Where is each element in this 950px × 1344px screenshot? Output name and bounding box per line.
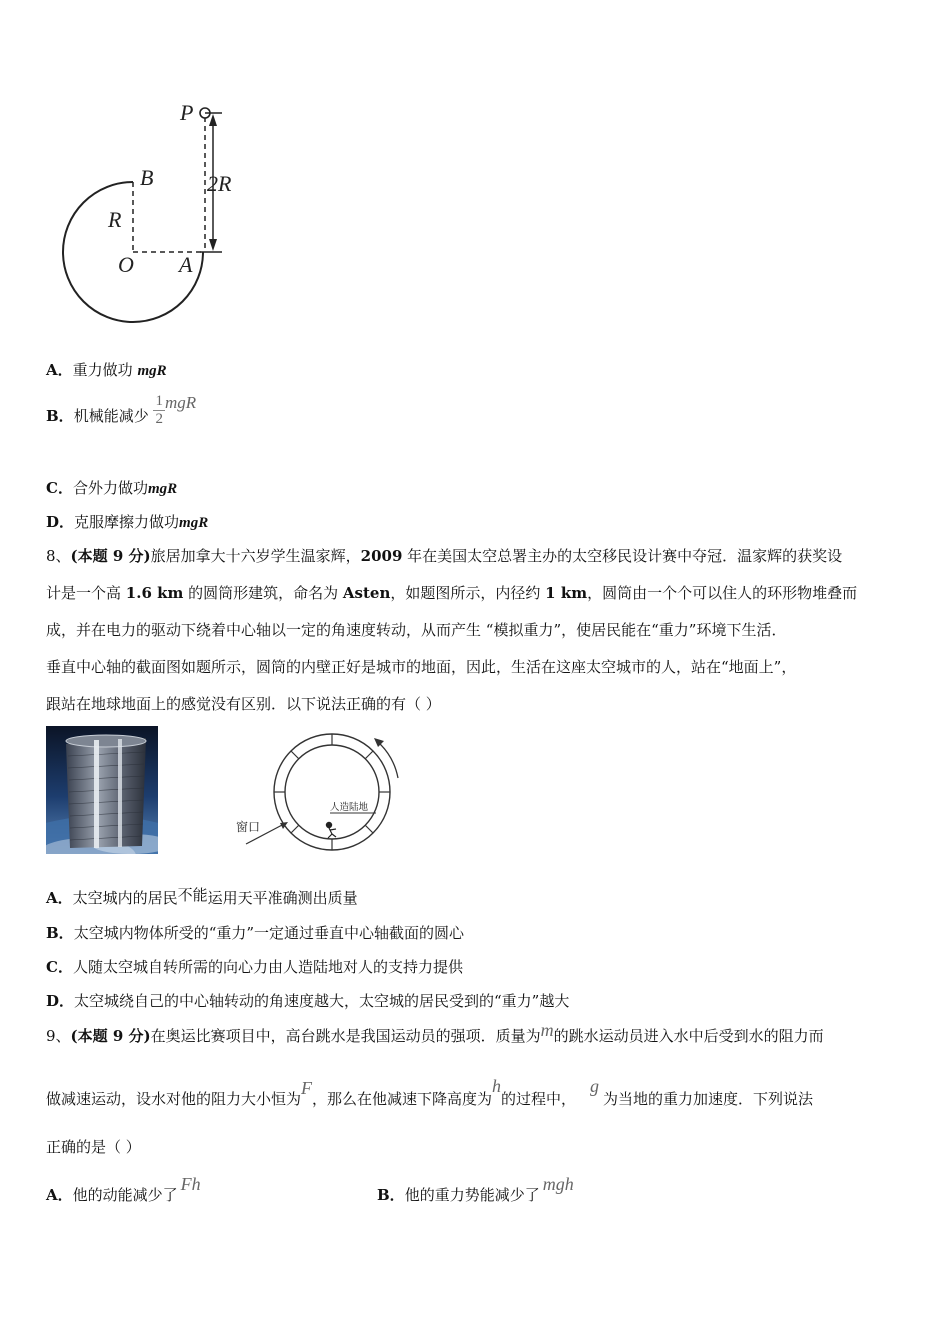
year: 2009 xyxy=(360,547,403,565)
label-2r: 2R xyxy=(207,171,232,196)
text: ，那么在他减速下降高度为 xyxy=(312,1090,493,1108)
math-term: mgR xyxy=(179,515,209,531)
diameter-value: 1 km xyxy=(545,584,588,602)
q9-option-a[interactable] xyxy=(46,1174,201,1205)
text: 的跳水运动员进入水中后受到水的阻力而 xyxy=(553,1027,824,1045)
fraction-denominator: 2 xyxy=(155,410,163,427)
label-o: O xyxy=(118,252,134,277)
q8-line-2 xyxy=(46,575,906,612)
person-icon xyxy=(326,822,336,838)
q8-option-d[interactable] xyxy=(46,991,569,1011)
text: 做减速运动，设水对他的阻力大小恒为 xyxy=(46,1090,302,1108)
option-text: 太空城内物体所受的“重力”一定通过垂直中心轴截面的圆心 xyxy=(73,924,465,942)
option-text: 他的动能减少了 xyxy=(72,1186,178,1204)
option-letter: D． xyxy=(46,992,75,1010)
label-window: 窗口 xyxy=(236,820,261,834)
math-term: mgR xyxy=(137,363,167,379)
label-land: 人造陆地 xyxy=(330,802,369,813)
option-text: 运用天平准确测出质量 xyxy=(207,889,358,907)
q7-option-d[interactable] xyxy=(46,512,208,533)
var-h: h xyxy=(492,1076,502,1096)
text: 计是一个高 xyxy=(46,584,126,602)
option-letter: C． xyxy=(46,958,73,976)
option-letter: C． xyxy=(46,479,73,497)
label-p: P xyxy=(180,100,194,125)
option-text: 他的重力势能减少了 xyxy=(404,1186,540,1204)
text: 旅居加拿大十六岁学生温家辉， xyxy=(150,547,361,565)
fraction-numerator: 1 xyxy=(155,392,163,409)
label-b: B xyxy=(140,165,154,190)
q7-option-b[interactable] xyxy=(46,392,197,435)
var-m: m xyxy=(540,1020,554,1040)
text: ，圆筒由一个个可以住人的环形物堆叠而 xyxy=(587,584,858,602)
arrow-up xyxy=(209,114,217,126)
option-text: 人随太空城自转所需的向心力由人造陆地对人的支持力提供 xyxy=(72,958,463,976)
q8-option-a[interactable] xyxy=(46,888,358,908)
q8-stem xyxy=(46,538,906,723)
text: 的圆筒形建筑，命名为 xyxy=(183,584,343,602)
q9-line-3: 正确的是（ ） xyxy=(46,1138,141,1156)
text: ，如题图所示，内径约 xyxy=(390,584,546,602)
q8-line-4: 垂直中心轴的截面图如题所示，圆筒的内壁正好是城市的地面，因此，生活在这座太空城市的人，站在“地面上”， xyxy=(46,658,797,676)
math-term: mgR xyxy=(164,393,197,412)
ring-dividers xyxy=(274,734,390,850)
var-f: F xyxy=(301,1078,313,1098)
text: 年在美国太空总署主办的太空移民设计赛中夺冠．温家辉的获奖设 xyxy=(402,547,843,565)
option-letter: B． xyxy=(46,407,74,425)
fraction xyxy=(153,393,165,428)
option-letter: A． xyxy=(46,361,73,379)
option-letter: B． xyxy=(46,924,74,942)
q8-line-5: 跟站在地球地面上的感觉没有区别．以下说法正确的有（ ） xyxy=(46,695,441,713)
name-value: Asten xyxy=(342,584,391,602)
option-letter: B． xyxy=(377,1186,405,1204)
option-text: 克服摩擦力做功 xyxy=(74,513,180,531)
q8-line-1 xyxy=(46,538,906,575)
option-text: 重力做功 xyxy=(72,361,133,379)
height-value: 1.6 km xyxy=(125,584,184,602)
option-text: 太空城内的居民 xyxy=(72,889,178,907)
space-city-photo xyxy=(46,726,158,854)
option-letter: A． xyxy=(46,1186,73,1204)
q8-line-3: 成，并在电力的驱动下绕着中心轴以一定的角速度转动，从而产生 “模拟重力”，使居民能在“重力”环境下生活． xyxy=(46,621,787,639)
cross-section-diagram xyxy=(228,730,418,854)
text: 在奥运比赛项目中，高台跳水是我国运动员的强项．质量为 xyxy=(150,1027,541,1045)
figure-circular-track xyxy=(50,95,250,335)
question-number: 9、 xyxy=(46,1027,71,1045)
text: 的过程中， xyxy=(501,1090,577,1108)
option-letter: A． xyxy=(46,889,73,907)
text: 为当地的重力加速度．下列说法 xyxy=(603,1090,814,1108)
option-text: 太空城绕自己的中心轴转动的角速度越大，太空城的居民受到的“重力”越大 xyxy=(74,992,570,1010)
q7-option-c[interactable] xyxy=(46,478,177,499)
math-term: Fh xyxy=(180,1174,201,1194)
question-points: (本题 9 分) xyxy=(70,547,151,565)
q8-option-b[interactable] xyxy=(46,923,464,943)
option-text: 合外力做功 xyxy=(72,479,148,497)
question-number: 8、 xyxy=(46,547,71,565)
label-a: A xyxy=(179,252,193,277)
q9-option-b[interactable] xyxy=(377,1174,574,1205)
arrow-down xyxy=(209,239,217,251)
question-points: (本题 9 分) xyxy=(70,1027,151,1045)
label-r: R xyxy=(108,207,122,232)
option-text: 机械能减少 xyxy=(73,407,149,425)
option-letter: D． xyxy=(46,513,75,531)
q9-line-2 xyxy=(46,1076,906,1109)
math-term: mgh xyxy=(542,1174,574,1194)
option-text-raised: 不能 xyxy=(177,886,208,904)
math-term: mgR xyxy=(147,481,178,497)
var-g: g xyxy=(590,1076,600,1096)
q9-line-1 xyxy=(46,1020,906,1046)
q7-option-a[interactable] xyxy=(46,360,167,381)
q8-option-c[interactable] xyxy=(46,957,463,977)
